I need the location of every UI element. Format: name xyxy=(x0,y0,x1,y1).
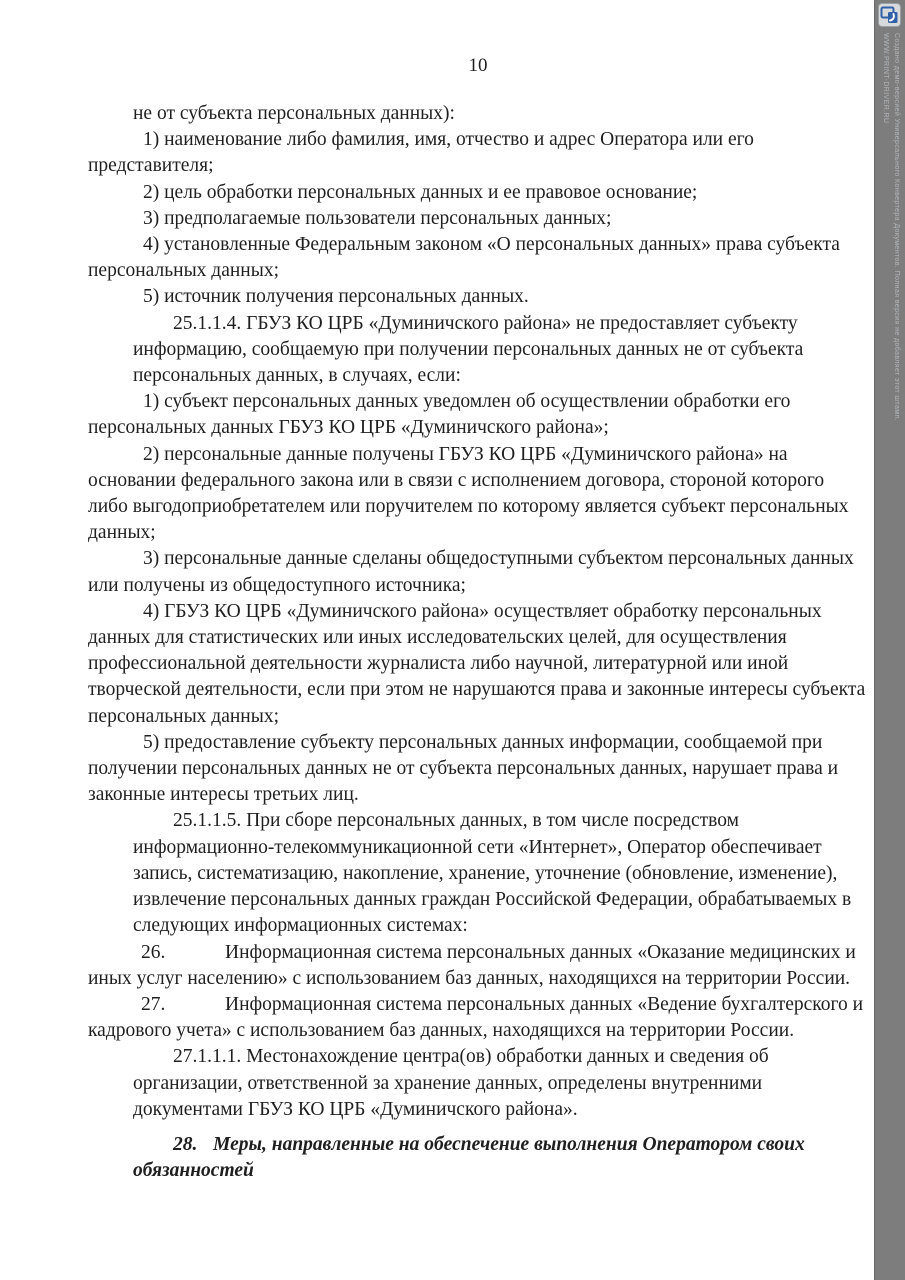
paragraph-number: 27. xyxy=(141,993,166,1015)
doc-paragraph: 25.1.1.4. ГБУЗ КО ЦРБ «Думиничского района» не предоставляет субъекту информацию, сообщаемую при получении персональных данных не от субъекта персональных данных, в случаях, если: xyxy=(133,312,804,387)
doc-list-item: 4) ГБУЗ КО ЦРБ «Думиничского района» осуществляет обработку персональных данных для статистических или иных исследовательских целей, для осуществления профессиональной деятельности журналиста либо научной, литературной или иной творческой деятельности, если при этом не нарушаются права и законные интересы субъекта персональных данных; xyxy=(88,600,866,727)
doc-list-item: 5) источник получения персональных данных. xyxy=(143,286,529,308)
section-heading: 28. Меры, направленные на обеспечение выполнения Оператором своих обязанностей xyxy=(133,1133,805,1182)
doc-list-item: 5) предоставление субъекту персональных данных информации, сообщаемой при получении персональных данных не от субъекта персональных данных, нарушает права и законные интересы третьих лиц. xyxy=(88,731,839,806)
doc-paragraph: 25.1.1.5. При сборе персональных данных, в том числе посредством информационно-телекоммуникационной сети «Интернет», Оператор обеспечивает запись, систематизацию, накопление, хранение, уточнение (обновление, изменение), извлечение персональных данных граждан Российской Федерации, обрабатываемых в следующих информационных системах: xyxy=(133,810,852,937)
doc-paragraph: не от субъекта персональных данных): xyxy=(133,103,455,124)
doc-numbered-paragraph: 26. Информационная система персональных данных «Оказание медицинских и иных услуг населению» с использованием баз данных, находящихся на территории России. xyxy=(88,941,856,989)
watermark-strip xyxy=(874,0,905,1280)
doc-list-item: 2) цель обработки персональных данных и ее правовое основание; xyxy=(143,181,698,203)
doc-list-item: 2) персональные данные получены ГБУЗ КО ЦРБ «Думиничского района» на основании федерального закона или в связи с исполнением договора, стороной которого либо выгодоприобретателем или поручителем по которому является субъект персональных данных; xyxy=(88,443,849,544)
watermark-line-1: Создано демо-версией Универсального Конвертера Документов. Полная версия не добавляет этот штамп. xyxy=(893,33,900,422)
paragraph-number: 26. xyxy=(141,941,166,963)
doc-list-item: 3) персональные данные сделаны общедоступными субъектом персональных данных или получены из общедоступного источника; xyxy=(88,548,854,596)
watermark-line-2: WWW.PRINT-DRIVER.RU xyxy=(882,33,889,124)
document-body xyxy=(88,101,868,1184)
doc-list-item: 1) субъект персональных данных уведомлен об осуществлении обработки его персональных данных ГБУЗ КО ЦРБ «Думиничского района»; xyxy=(88,391,791,439)
doc-numbered-paragraph: 27. Информационная система персональных данных «Ведение бухгалтерского и кадрового учета» с использованием баз данных, находящихся на территории России. xyxy=(88,993,864,1042)
doc-list-item: 4) установленные Федеральным законом «О персональных данных» права субъекта персональных данных; xyxy=(88,234,840,282)
watermark-text xyxy=(878,33,902,433)
doc-list-item: 1) наименование либо фамилия, имя, отчество и адрес Оператора или его представителя; xyxy=(88,129,754,177)
print-driver-logo-icon xyxy=(878,3,901,27)
doc-list-item: 3) предполагаемые пользователи персональных данных; xyxy=(143,207,612,229)
section-number: 28. xyxy=(173,1133,198,1155)
doc-paragraph: 27.1.1.1. Местонахождение центра(ов) обработки данных и сведения об организации, ответственной за хранение данных, определены внутренними документами ГБУЗ КО ЦРБ «Думиничского района». xyxy=(133,1046,769,1120)
page-number: 10 xyxy=(468,55,488,76)
